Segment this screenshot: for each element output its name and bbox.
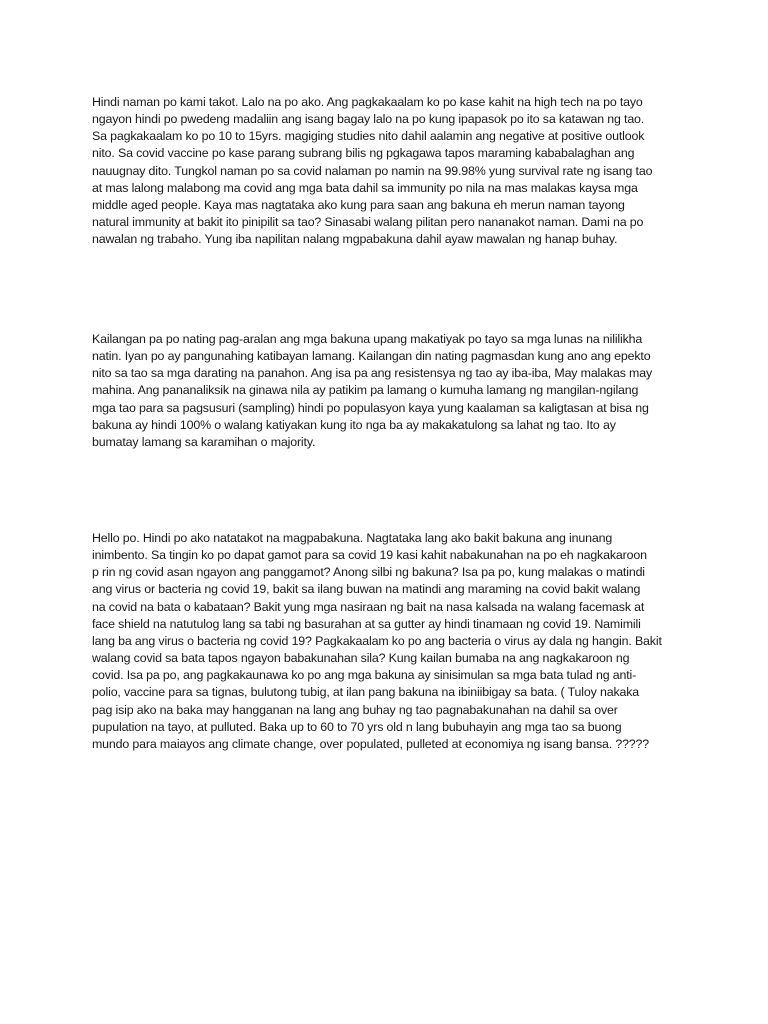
text-line: at mas lalong malabong ma covid ang mga bata dahil sa immunity po nila na mas malakas kaysa mga — [92, 180, 638, 195]
text-line: ngayon hindi po pwedeng madaliin ang isang bagay lalo na po kung ipapasok po ito sa katawan ng tao. — [92, 112, 645, 127]
text-line: nito. Sa covid vaccine po kase parang subrang bilis ng pgkagawa tapos maraming kababalaghan ang — [92, 146, 635, 161]
text-line: mahina. Ang pananaliksik na ginawa nila ay patikim pa lamang o kumuha lamang ng mangilan-ngilang — [92, 383, 639, 398]
text-line: natural immunity at bakit ito pinipilit sa tao? Sinasabi walang pilitan pero nananakot naman. Dami na po — [92, 215, 644, 230]
paragraph-3 — [92, 530, 682, 753]
text-line: nito sa tao sa mga darating na panahon. Ang isa pa ang resistensya ng tao ay iba-iba, May malakas may — [92, 366, 652, 381]
text-line: bumatay lamang sa karamihan o majority. — [92, 434, 316, 449]
text-line: nawalan ng trabaho. Yung iba napilitan nalang mgpabakuna dahil ayaw mawalan ng hanap buhay. — [92, 232, 618, 247]
paragraph-2 — [92, 331, 682, 451]
text-line: pag isip ako na baka may hangganan na lang ang buhay ng tao pagnabakunahan na dahil sa over — [92, 702, 618, 717]
text-line: Hindi naman po kami takot. Lalo na po ako. Ang pagkakaalam ko po kase kahit na high tech na po tayo — [92, 95, 643, 109]
text-line: walang covid sa bata tapos ngayon babakunahan sila? Kung kailan bumaba na ang nagkakaroon ng — [92, 651, 630, 666]
text-line: lang ba ang virus o bacteria ng covid 19? Pagkakaalam ko po ang bacteria o virus ay dala ng hangin. Bakit — [92, 633, 662, 648]
text-line: inimbento. Sa tingin ko po dapat gamot para sa covid 19 kasi kahit nabakunahan na po eh nagkakaroon — [92, 548, 647, 563]
paragraph-1 — [92, 94, 682, 248]
text-line: mundo para maiayos ang climate change, over populated, pulleted at economiya ng isang bansa. ????? — [92, 736, 650, 751]
text-line: p rin ng covid asan ngayon ang panggamot? Anong silbi ng bakuna? Isa pa po, kung malakas o matindi — [92, 565, 645, 580]
text-line: nauugnay dito. Tungkol naman po sa covid nalaman po namin na 99.98% yung survival rate ng isang tao — [92, 163, 653, 178]
text-line: middle aged people. Kaya mas nagtataka ako kung para saan ang bakuna eh merun naman tayong — [92, 197, 625, 212]
text-line: Hello po. Hindi po ako natatakot na magpabakuna. Nagtataka lang ako bakit bakuna ang inunang — [92, 531, 613, 545]
text-line: bakuna ay hindi 100% o walang katiyakan kung ito nga ba ay makakatulong sa lahat ng tao. Ito ay — [92, 417, 616, 432]
text-line: mga tao para sa pagsusuri (sampling) hindi po populasyon kaya yung kaalaman sa kaligtasan at bisa ng — [92, 400, 649, 415]
text-line: face shield na natutulog lang sa tabi ng basurahan at sa gutter ay hindi tinamaan ng covid 19. Namimili — [92, 616, 641, 631]
text-line: Kailangan pa po nating pag-aralan ang mga bakuna upang makatiyak po tayo sa mga lunas na nililikha — [92, 332, 643, 346]
text-line: pupulation na tayo, at pulluted. Baka up to 60 to 70 yrs old n lang bubuhayin ang mga tao sa buong — [92, 719, 622, 734]
text-line: covid. Isa pa po, ang pagkakaunawa ko po ang mga bakuna ay sinisimulan sa mga bata tulad ng anti- — [92, 668, 637, 683]
text-line: natin. Iyan po ay pangunahing katibayan lamang. Kailangan din nating pagmasdan kung ano ang epekto — [92, 349, 651, 364]
text-line: polio, vaccine para sa tignas, bulutong tubig, at ilan pang bakuna na ibiniibigay sa bata. ( Tuloy nakaka — [92, 685, 640, 700]
text-line: na covid na bata o kabataan? Bakit yung mga nasiraan ng bait na nasa kalsada na walang facemask at — [92, 599, 645, 614]
text-line: Sa pagkakaalam ko po 10 to 15yrs. magiging studies nito dahil aalamin ang negative at positive outlook — [92, 129, 645, 144]
text-line: ang virus or bacteria ng covid 19, bakit sa ilang buwan na matindi ang maraming na covid bakit walang — [92, 582, 641, 597]
